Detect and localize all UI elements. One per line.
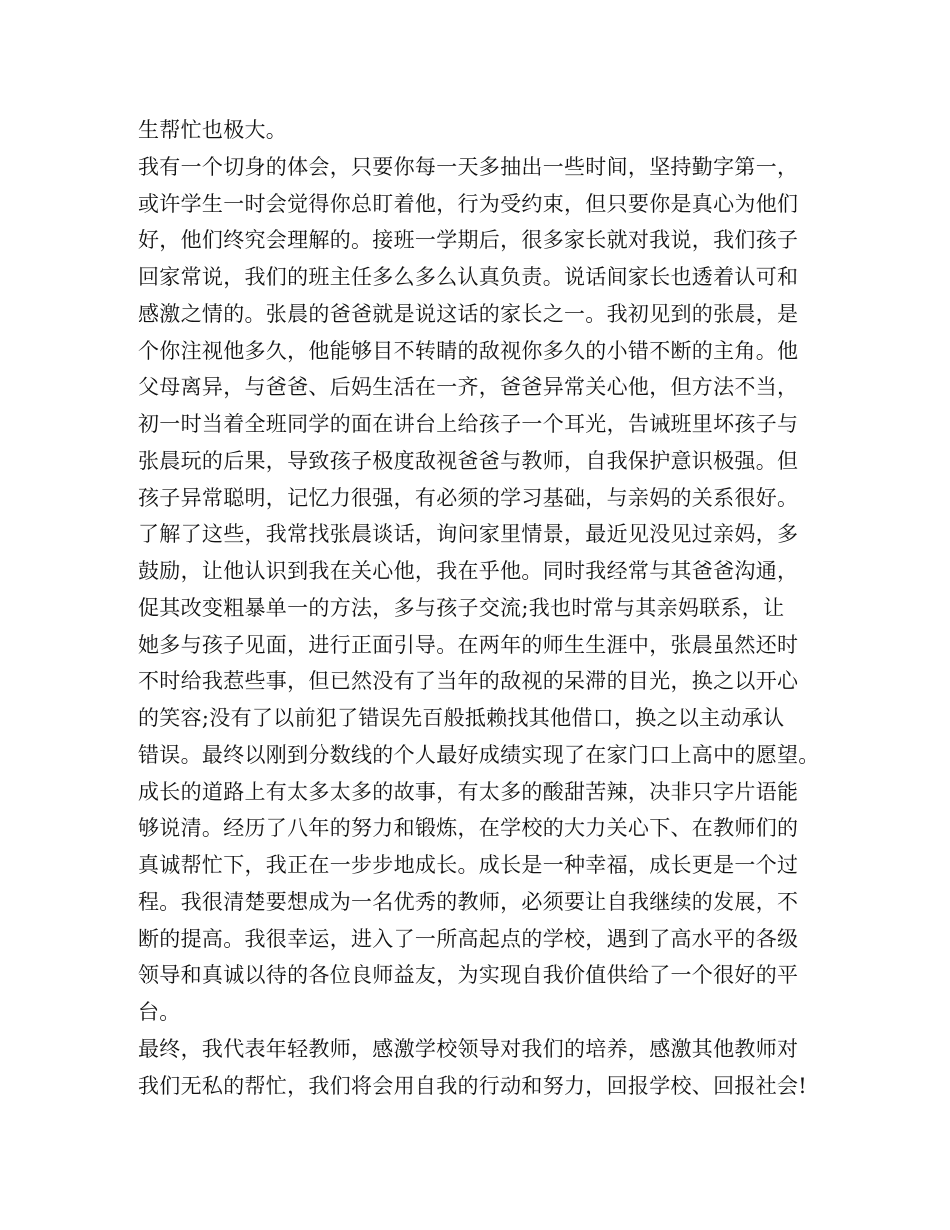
text-line: 她多与孩子见面，进行正面引导。在两年的师生生涯中，张晨虽然还时	[138, 632, 799, 657]
text-line: 台。	[138, 1000, 181, 1024]
text-line: 个你注视他多久，他能够目不转睛的敌视你多久的小错不断的主角。他	[138, 338, 799, 363]
text-line: 回家常说，我们的班主任多么多么认真负责。说话间家长也透着认可和	[138, 265, 799, 289]
text-line: 生帮忙也极大。	[138, 118, 288, 142]
text-line: 父母离异，与爸爸、后妈生活在一齐，爸爸异常关心他，但方法不当，	[138, 375, 799, 400]
text-line: 的笑容;没有了以前犯了错误先百般抵赖找其他借口，换之以主动承认	[138, 706, 785, 730]
text-line: 张晨玩的后果，导致孩子极度敌视爸爸与教师，自我保护意识极强。但	[138, 448, 799, 473]
text-line: 够说清。经历了八年的努力和锻炼，在学校的大力关心下、在教师们的	[138, 816, 799, 841]
text-line: 真诚帮忙下，我正在一步步地成长。成长是一种幸福，成长更是一个过	[138, 853, 799, 877]
text-line: 程。我很清楚要想成为一名优秀的教师，必须要让自我继续的发展，不	[138, 889, 799, 914]
text-line: 错误。最终以刚到分数线的个人最好成绩实现了在家门口上高中的愿望。	[138, 742, 820, 767]
text-line: 初一时当着全班同学的面在讲台上给孩子一个耳光，告诫班里坏孩子与	[138, 412, 799, 436]
text-line: 最终，我代表年轻教师，感激学校领导对我们的培养，感激其他教师对	[138, 1036, 799, 1061]
text-line: 好，他们终究会理解的。接班一学期后，很多家长就对我说，我们孩子	[138, 228, 799, 253]
text-line: 孩子异常聪明，记忆力很强，有必须的学习基础，与亲妈的关系很好。	[138, 485, 799, 510]
text-line: 断的提高。我很幸运，进入了一所高起点的学校，遇到了高水平的各级	[138, 926, 799, 951]
text-line: 或许学生一时会觉得你总盯着他，行为受约束，但只要你是真心为他们	[138, 191, 799, 216]
text-line: 了解了这些，我常找张晨谈话，询问家里情景，最近见没见过亲妈，多	[138, 522, 799, 547]
text-line: 领导和真诚以待的各位良师益友，为实现自我价值供给了一个很好的平	[138, 963, 799, 988]
document-body	[138, 112, 828, 1104]
text-line: 不时给我惹些事，但已然没有了当年的敌视的呆滞的目光，换之以开心	[138, 669, 799, 694]
text-line: 鼓励，让他认识到我在关心他，我在乎他。同时我经常与其爸爸沟通，	[138, 559, 799, 583]
text-line: 我们无私的帮忙，我们将会用自我的行动和努力，回报学校、回报社会!	[138, 1073, 808, 1098]
text-line: 我有一个切身的体会，只要你每一天多抽出一些时间，坚持勤字第一，	[138, 154, 799, 179]
text-line: 感激之情的。张晨的爸爸就是说这话的家长之一。我初见到的张晨，是	[138, 301, 799, 326]
text-line: 促其改变粗暴单一的方法，多与孩子交流;我也时常与其亲妈联系，让	[138, 595, 785, 620]
text-line: 成长的道路上有太多太多的故事，有太多的酸甜苦辣，决非只字片语能	[138, 779, 799, 804]
